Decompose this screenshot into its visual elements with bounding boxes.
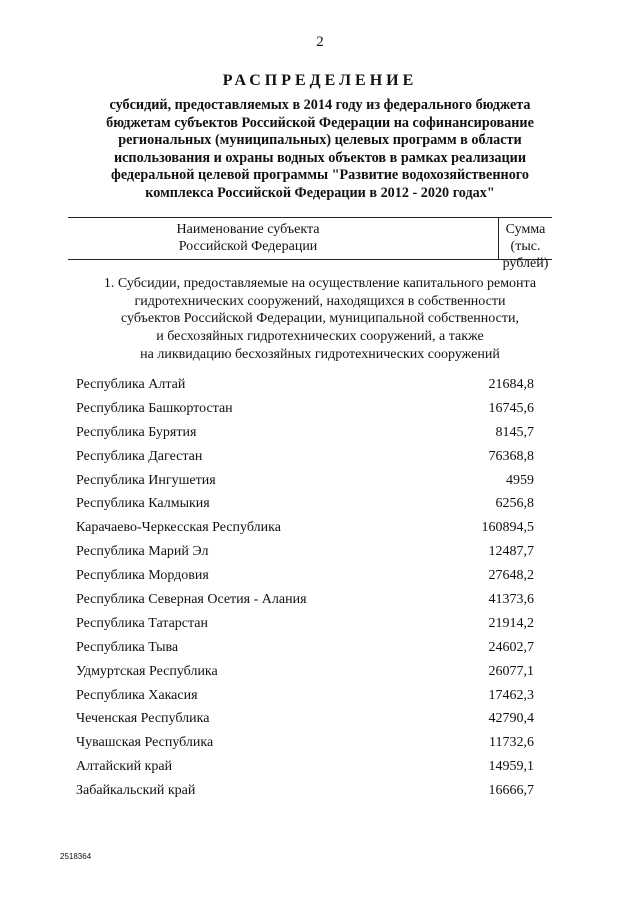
table-row bbox=[76, 731, 556, 755]
amount-value: 27648,2 bbox=[488, 568, 534, 584]
amount-value: 42790,4 bbox=[488, 711, 534, 727]
region-name: Республика Алтай bbox=[76, 377, 186, 392]
region-name: Забайкальский край bbox=[76, 783, 196, 799]
table-row bbox=[76, 684, 556, 708]
table-row bbox=[76, 373, 556, 397]
region-name: Чеченская Республика bbox=[76, 711, 210, 727]
region-name: Алтайский край bbox=[76, 759, 173, 775]
amount-value: 14959,1 bbox=[488, 759, 534, 775]
section-heading: 1. Субсидии, предоставляемые на осуществление капитального ремонта гидротехнических сооружений, находящихся в собственности субъектов Российской Федерации, муниципальной собственности, и бесхозяйных гидротехнических сооружений, а также на ликвидацию бесхозяйных гидротехнических сооружений bbox=[103, 276, 537, 362]
amount-value: 76368,8 bbox=[488, 448, 534, 464]
table-row bbox=[76, 660, 556, 684]
region-name: Республика Ингушетия bbox=[76, 472, 216, 488]
region-name: Республика Калмыкия bbox=[76, 496, 210, 512]
region-name: Республика Башкортостан bbox=[76, 400, 233, 416]
region-name: Удмуртская Республика bbox=[76, 663, 218, 679]
table-row bbox=[76, 445, 556, 469]
table-row bbox=[76, 636, 556, 660]
table-header bbox=[68, 217, 552, 271]
region-name: Республика Бурятия bbox=[76, 424, 197, 440]
table-row bbox=[76, 397, 556, 421]
region-name: Карачаево-Черкесская Республика bbox=[76, 520, 281, 536]
amount-value: 160894,5 bbox=[481, 520, 534, 536]
amount-value: 21914,2 bbox=[488, 615, 534, 631]
table-row bbox=[76, 516, 556, 540]
table-row bbox=[76, 707, 556, 731]
amount-value: 16666,7 bbox=[488, 783, 534, 799]
table-row bbox=[76, 564, 556, 588]
region-name: Республика Северная Осетия - Алания bbox=[76, 592, 307, 608]
subsidy-table bbox=[76, 373, 556, 803]
table-row bbox=[76, 421, 556, 445]
document-title: РАСПРЕДЕЛЕНИЕ bbox=[222, 72, 418, 89]
document-subtitle: субсидий, предоставляемых в 2014 году из федерального бюджета бюджетам субъектов Российской Федерации на софинансирование региональных (муниципальных) целевых программ в области использования и охраны водных объектов в рамках реализации федеральной целевой программы "Развитие водохозяйственного комплекса Российской Федерации в 2012 - 2020 годах" bbox=[106, 97, 534, 201]
table-row bbox=[76, 540, 556, 564]
region-name: Республика Дагестан bbox=[76, 448, 203, 464]
region-name: Республика Хакасия bbox=[76, 687, 198, 703]
amount-value: 4959 bbox=[506, 472, 534, 488]
amount-value: 8145,7 bbox=[495, 424, 534, 440]
table-row bbox=[76, 588, 556, 612]
amount-value: 12487,7 bbox=[488, 544, 534, 560]
region-name: Республика Марий Эл bbox=[76, 544, 209, 560]
document-code: 2518364 bbox=[60, 852, 92, 861]
amount-value: 21684,8 bbox=[488, 377, 534, 392]
amount-value: 6256,8 bbox=[495, 496, 534, 512]
column-header-region: Наименование субъекта Российской Федерации bbox=[176, 222, 320, 254]
table-row bbox=[76, 469, 556, 493]
amount-value: 17462,3 bbox=[488, 687, 534, 703]
table-row bbox=[76, 492, 556, 516]
amount-value: 26077,1 bbox=[488, 663, 534, 679]
table-row bbox=[76, 755, 556, 779]
region-name: Чувашская Республика bbox=[76, 735, 214, 751]
amount-value: 16745,6 bbox=[488, 400, 534, 416]
region-name: Республика Татарстан bbox=[76, 615, 209, 631]
amount-value: 24602,7 bbox=[488, 639, 534, 655]
region-name: Республика Тыва bbox=[76, 639, 179, 655]
amount-value: 41373,6 bbox=[488, 592, 534, 608]
table-row bbox=[76, 779, 556, 803]
page-number: 2 bbox=[316, 34, 324, 50]
table-row bbox=[76, 612, 556, 636]
region-name: Республика Мордовия bbox=[76, 568, 209, 584]
amount-value: 11732,6 bbox=[489, 735, 534, 751]
column-header-amount: Сумма (тыс. рублей) bbox=[502, 222, 549, 271]
